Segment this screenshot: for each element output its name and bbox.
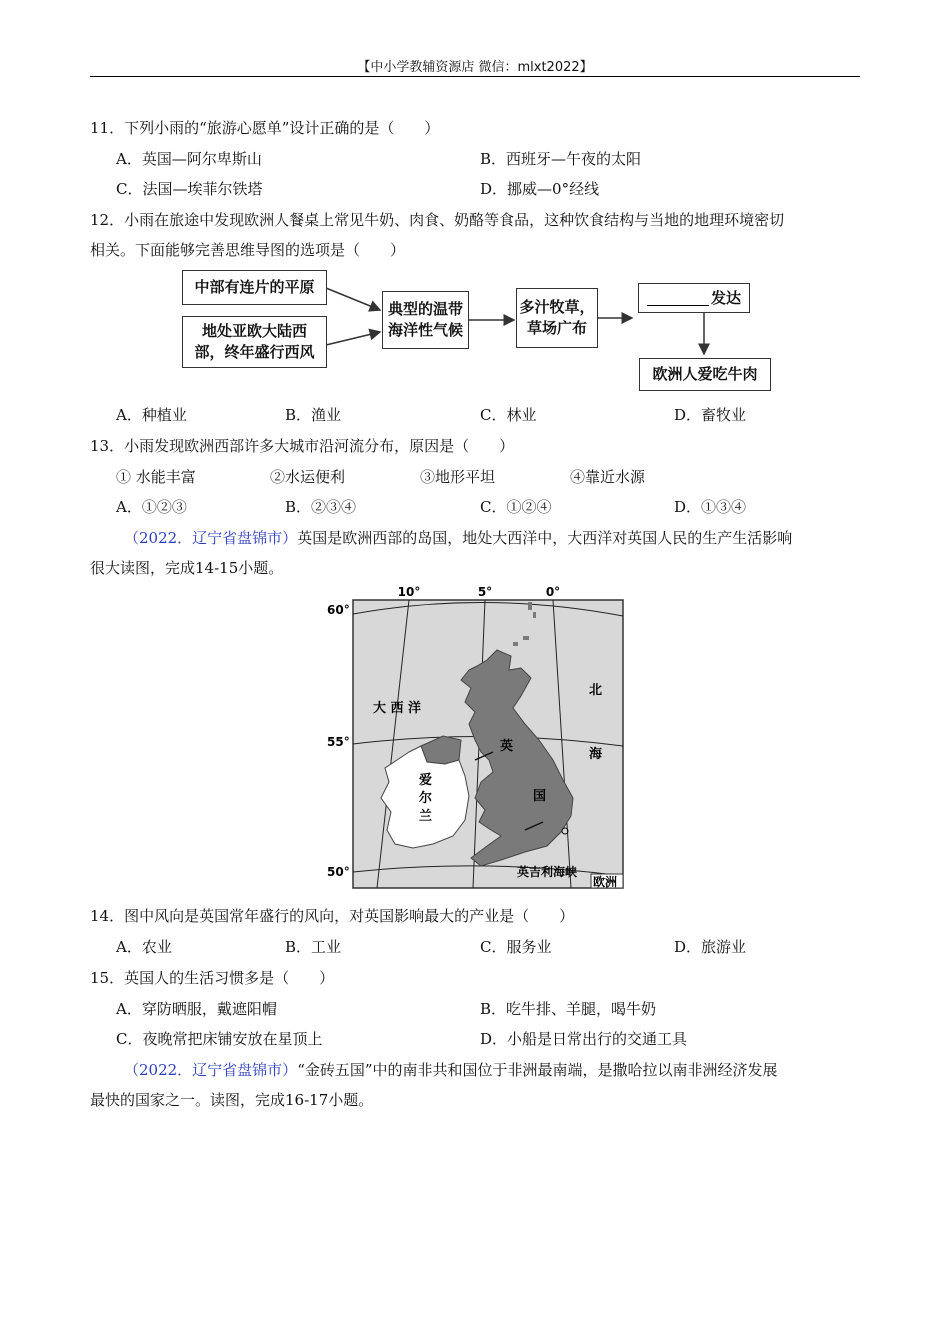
q11-option-a[interactable]: A．英国—阿尔卑斯山 <box>116 150 262 168</box>
q15-option-a[interactable]: A．穿防晒服，戴遮阳帽 <box>116 1000 277 1018</box>
lat-50-label: 50° <box>327 865 350 879</box>
q11-option-c[interactable]: C．法国—埃菲尔铁塔 <box>116 180 263 198</box>
lon-10-label: 10° <box>397 585 421 599</box>
q13-statement-1: ① 水能丰富 <box>116 468 196 486</box>
ireland-label-1: 爱 <box>419 773 433 788</box>
north-sea-label-1: 北 <box>589 683 603 698</box>
uk-map <box>325 584 627 894</box>
source-tag: （2022．辽宁省盘锦市） <box>124 529 298 547</box>
q15-option-c[interactable]: C．夜晚常把床铺安放在星顶上 <box>116 1030 323 1048</box>
q13-option-c[interactable]: C．①②④ <box>480 498 552 516</box>
lat-55-label: 55° <box>327 735 350 749</box>
question-14-stem: 14．图中风向是英国常年盛行的风向，对英国影响最大的产业是（ ） <box>90 907 575 925</box>
north-sea-label-2: 海 <box>589 747 603 762</box>
question-12-stem-line2: 相关。下面能够完善思维导图的选项是（ ） <box>90 241 406 259</box>
lat-60-label: 60° <box>327 603 350 617</box>
intro-14-15-line2: 很大读图，完成14-15小题。 <box>90 559 284 577</box>
uk-label-1: 英 <box>500 739 514 754</box>
intro-16-17-line2: 最快的国家之一。读图，完成16-17小题。 <box>90 1091 374 1109</box>
diagram-box-beef: 欧洲人爱吃牛肉 <box>639 358 771 391</box>
q14-option-a[interactable]: A．农业 <box>116 938 172 956</box>
diagram-box-pasture: 多汁牧草， 草场广布 <box>516 288 598 348</box>
question-12-stem-line1: 12．小雨在旅途中发现欧洲人餐桌上常见牛奶、肉食、奶酪等食品，这种饮食结构与当地的地理环境密切 <box>90 211 785 229</box>
q12-option-b[interactable]: B．渔业 <box>285 406 342 424</box>
diagram-box-plain: 中部有连片的平原 <box>182 270 327 305</box>
q14-option-b[interactable]: B．工业 <box>285 938 342 956</box>
q13-statement-3: ③地形平坦 <box>420 468 496 486</box>
q12-option-a[interactable]: A．种植业 <box>116 406 187 424</box>
q15-option-d[interactable]: D．小船是日常出行的交通工具 <box>480 1030 688 1048</box>
q13-statement-4: ④靠近水源 <box>570 468 646 486</box>
intro-16-17-line1: （2022．辽宁省盘锦市）“金砖五国”中的南非共和国位于非洲最南端，是撒哈拉以南非洲经济发展 <box>124 1061 778 1079</box>
q11-option-b[interactable]: B．西班牙—午夜的太阳 <box>480 150 642 168</box>
diagram-box-blank-developed: 发达 <box>638 283 750 313</box>
lon-0-label: 0° <box>545 585 561 599</box>
diagram-box-location: 地处亚欧大陆西 部，终年盛行西风 <box>182 316 327 368</box>
lon-5-label: 5° <box>477 585 493 599</box>
question-13-stem: 13．小雨发现欧洲西部许多大城市沿河流分布，原因是（ ） <box>90 437 515 455</box>
uk-label-2: 国 <box>533 789 547 804</box>
q12-option-c[interactable]: C．林业 <box>480 406 537 424</box>
page-header: 【中小学教辅资源店 微信：mlxt2022】 <box>357 60 593 75</box>
q13-option-b[interactable]: B．②③④ <box>285 498 357 516</box>
q13-option-a[interactable]: A．①②③ <box>116 498 187 516</box>
europe-label: 欧洲 <box>593 875 618 889</box>
question-15-stem: 15．英国人的生活习惯多是（ ） <box>90 969 335 987</box>
intro-14-15-line1: （2022．辽宁省盘锦市）英国是欧洲西部的岛国，地处大西洋中，大西洋对英国人民的生产生活影响 <box>124 529 793 547</box>
english-channel-label: 英吉利海峡 <box>517 865 578 879</box>
question-11-stem: 11．下列小雨的“旅游心愿单”设计正确的是（ ） <box>90 119 440 137</box>
q13-statement-2: ②水运便利 <box>270 468 346 486</box>
q14-option-c[interactable]: C．服务业 <box>480 938 552 956</box>
q11-option-d[interactable]: D．挪威—0°经线 <box>480 180 600 198</box>
diagram-box-climate: 典型的温带 海洋性气候 <box>382 291 469 349</box>
ireland-label-2: 尔 <box>419 791 433 806</box>
q12-option-d[interactable]: D．畜牧业 <box>674 406 747 424</box>
q15-option-b[interactable]: B．吃牛排、羊腿，喝牛奶 <box>480 1000 657 1018</box>
atlantic-label: 大 西 洋 <box>373 701 422 716</box>
fill-in-blank[interactable] <box>647 291 709 306</box>
ireland-label-3: 兰 <box>419 809 433 824</box>
mind-map-arrows <box>0 0 950 400</box>
source-tag: （2022．辽宁省盘锦市） <box>124 1061 298 1079</box>
q13-option-d[interactable]: D．①③④ <box>674 498 747 516</box>
q14-option-d[interactable]: D．旅游业 <box>674 938 747 956</box>
